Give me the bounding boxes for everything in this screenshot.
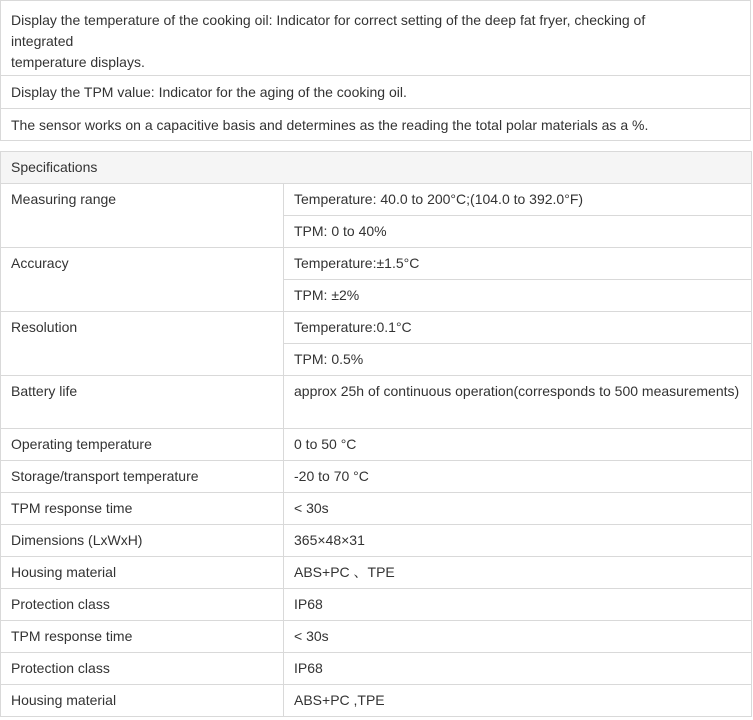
spec-label: TPM response time [1,493,284,525]
spec-label: TPM response time [1,621,284,653]
spec-value: Temperature:±1.5°C [284,248,752,280]
spec-value: Temperature: 40.0 to 200°C;(104.0 to 392.0°F) [284,184,752,216]
spec-value: IP68 [284,653,752,685]
table-row [1,461,752,493]
spec-label: Accuracy [1,248,284,312]
table-row [1,525,752,557]
intro-text-line: temperature displays. [11,54,145,70]
table-row [1,312,752,344]
table-row [1,589,752,621]
spec-label: Battery life [1,376,284,429]
table-row [1,184,752,216]
spec-value: TPM: 0.5% [284,344,752,376]
spec-value: 0 to 50 °C [284,429,752,461]
specifications-header-row [1,152,752,184]
spec-label: Resolution [1,312,284,376]
spec-value: IP68 [284,589,752,621]
spec-value: Temperature:0.1°C [284,312,752,344]
spec-value: ABS+PC 、TPE [284,557,752,589]
table-row [1,429,752,461]
intro-row-sensor: The sensor works on a capacitive basis and determines as the reading the total polar materials as a %. [1,109,750,141]
intro-table [0,0,751,141]
spec-label: Storage/transport temperature [1,461,284,493]
specifications-header: Specifications [1,152,752,184]
spec-value: -20 to 70 °C [284,461,752,493]
spec-value: < 30s [284,493,752,525]
table-row [1,621,752,653]
table-row [1,653,752,685]
intro-text-line: Display the temperature of the cooking oil: Indicator for correct setting of the deep fat fryer, checking of [11,12,646,28]
specifications-table [0,151,752,717]
table-row [1,248,752,280]
spec-label: Dimensions (LxWxH) [1,525,284,557]
spec-value: < 30s [284,621,752,653]
intro-row-temperature [1,1,750,76]
spec-label: Housing material [1,557,284,589]
spec-value: TPM: ±2% [284,280,752,312]
spec-label: Operating temperature [1,429,284,461]
spec-label: Protection class [1,589,284,621]
table-row [1,557,752,589]
table-row [1,685,752,717]
spec-label: Protection class [1,653,284,685]
intro-row-tpm: Display the TPM value: Indicator for the aging of the cooking oil. [1,76,750,109]
spec-label: Housing material [1,685,284,717]
spec-value: ABS+PC ,TPE [284,685,752,717]
spec-value: approx 25h of continuous operation(corresponds to 500 measurements) [284,376,752,429]
table-row [1,493,752,525]
spec-label: Measuring range [1,184,284,248]
table-row [1,376,752,429]
spec-value: 365×48×31 [284,525,752,557]
intro-text-line: integrated [11,33,74,49]
spec-value: TPM: 0 to 40% [284,216,752,248]
